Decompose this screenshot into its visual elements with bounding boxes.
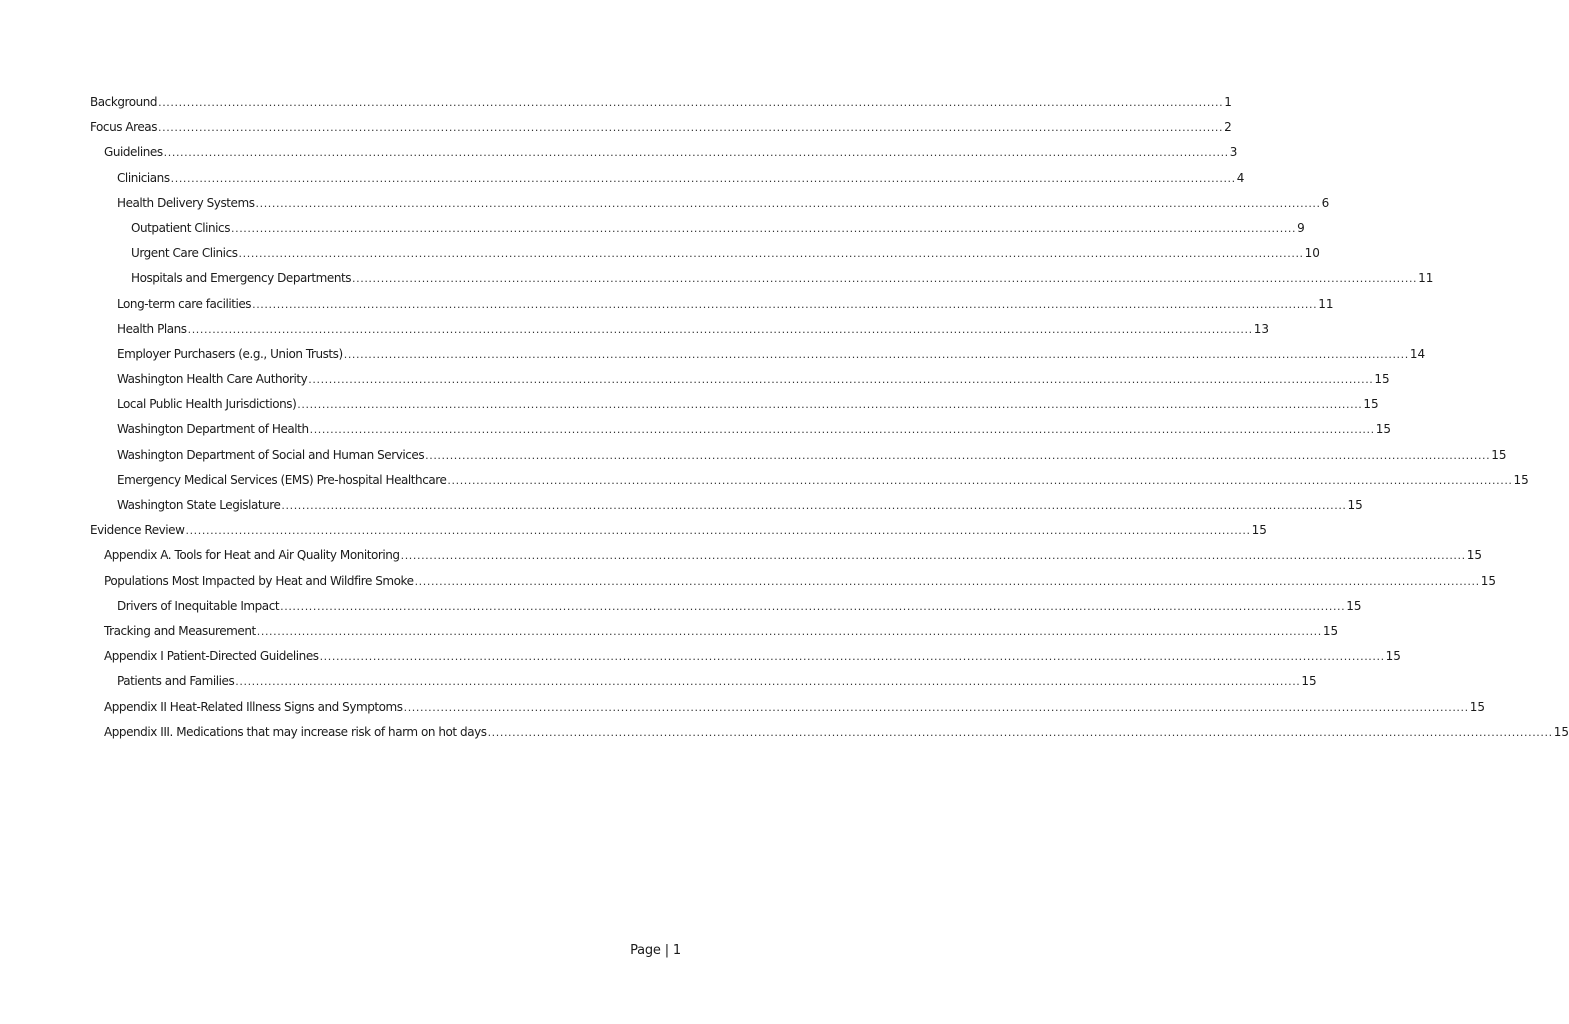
toc-entry[interactable] <box>90 168 1245 193</box>
toc-entry-title[interactable]: Emergency Medical Services (EMS) Pre-hospital Healthcare <box>117 472 447 487</box>
toc-entry-title[interactable]: Patients and Families <box>117 674 235 689</box>
toc-dot-leader: .................................................................................................................................................................................................................................................................... <box>400 549 1466 563</box>
page-footer <box>630 941 681 961</box>
toc-entry-title[interactable]: Outpatient Clinics <box>131 220 231 235</box>
toc-entry[interactable] <box>90 445 1507 470</box>
toc-dot-leader: .................................................................................................................................................................................................................................................................... <box>403 700 1469 714</box>
toc-entry-page-number: 15 <box>1322 623 1339 638</box>
toc-entry-title[interactable]: Focus Areas <box>90 120 158 135</box>
toc-dot-leader: .................................................................................................................................................................................................................................................................... <box>297 398 1363 412</box>
toc-dot-leader: .................................................................................................................................................................................................................................................................... <box>158 121 1224 135</box>
toc-entry-page-number: 11 <box>1318 296 1334 311</box>
toc-entry-title[interactable]: Hospitals and Emergency Departments <box>131 271 352 286</box>
toc-dot-leader: .................................................................................................................................................................................................................................................................... <box>343 347 1409 361</box>
toc-entry-page-number: 15 <box>1301 674 1317 689</box>
toc-entry[interactable] <box>90 621 1339 646</box>
toc-entry[interactable] <box>90 142 1238 167</box>
toc-entry[interactable] <box>90 419 1391 444</box>
toc-entry[interactable] <box>90 520 1267 545</box>
toc-entry-title[interactable]: Appendix A. Tools for Heat and Air Quality Monitoring <box>104 548 400 563</box>
toc-entry[interactable] <box>90 545 1482 570</box>
toc-entry-title[interactable]: Washington State Legislature <box>117 498 281 512</box>
toc-entry-page-number: 15 <box>1480 573 1496 588</box>
toc-dot-leader: .................................................................................................................................................................................................................................................................... <box>309 423 1375 437</box>
toc-dot-leader: .................................................................................................................................................................................................................................................................... <box>255 196 1321 210</box>
toc-entry[interactable] <box>90 495 1363 520</box>
toc-entry-page-number: 1 <box>1224 95 1232 109</box>
toc-dot-leader: .................................................................................................................................................................................................................................................................... <box>163 146 1229 160</box>
toc-entry-page-number: 15 <box>1491 447 1507 462</box>
toc-entry[interactable] <box>90 193 1330 218</box>
toc-entry-title[interactable]: Long-term care facilities <box>117 296 252 311</box>
toc-entry-page-number: 15 <box>1347 498 1363 512</box>
toc-entry-title[interactable]: Background <box>90 95 158 109</box>
toc-dot-leader: .................................................................................................................................................................................................................................................................... <box>256 624 1322 638</box>
toc-entry[interactable] <box>90 218 1305 243</box>
toc-entry-page-number: 4 <box>1236 170 1245 185</box>
toc-entry-title[interactable]: Urgent Care Clinics <box>131 246 238 261</box>
toc-entry-page-number: 15 <box>1385 649 1401 664</box>
toc-entry-title[interactable]: Tracking and Measurement <box>104 623 256 638</box>
toc-entry-page-number: 13 <box>1253 321 1269 336</box>
toc-entry-page-number: 9 <box>1297 220 1305 235</box>
toc-entry[interactable] <box>90 646 1401 671</box>
toc-entry-page-number: 15 <box>1466 548 1482 563</box>
footer-page-number: 1 <box>672 943 681 958</box>
toc-entry[interactable] <box>90 571 1496 596</box>
toc-entry[interactable] <box>90 243 1320 268</box>
toc-entry[interactable] <box>90 722 1569 747</box>
toc-entry-page-number: 10 <box>1304 246 1320 261</box>
toc-entry-page-number: 15 <box>1251 523 1267 538</box>
toc-entry-title[interactable]: Health Plans <box>117 321 187 336</box>
toc-dot-leader: .................................................................................................................................................................................................................................................................... <box>414 574 1480 588</box>
toc-dot-leader: .................................................................................................................................................................................................................................................................... <box>308 373 1374 387</box>
toc-entry-page-number: 15 <box>1469 699 1485 714</box>
toc-entry-title[interactable]: Appendix II Heat-Related Illness Signs and Symptoms <box>104 699 403 714</box>
toc-entry-page-number: 15 <box>1374 372 1390 387</box>
toc-entry-title[interactable]: Local Public Health Jurisdictions) <box>117 397 297 412</box>
toc-dot-leader: .................................................................................................................................................................................................................................................................... <box>231 221 1297 235</box>
toc-entry-title[interactable]: Washington Department of Health <box>117 422 309 437</box>
table-of-contents <box>90 92 1569 747</box>
toc-entry-title[interactable]: Guidelines <box>104 145 163 160</box>
toc-entry-page-number: 2 <box>1224 120 1232 135</box>
toc-entry[interactable] <box>90 319 1269 344</box>
toc-entry-title[interactable]: Populations Most Impacted by Heat and Wildfire Smoke <box>104 573 414 588</box>
toc-entry-page-number: 6 <box>1321 195 1330 210</box>
toc-entry-title[interactable]: Employer Purchasers (e.g., Union Trusts) <box>117 346 343 361</box>
toc-entry-page-number: 3 <box>1229 145 1238 160</box>
toc-entry[interactable] <box>90 470 1529 495</box>
toc-dot-leader: .................................................................................................................................................................................................................................................................... <box>487 725 1553 739</box>
toc-entry-title[interactable]: Evidence Review <box>90 523 185 538</box>
toc-dot-leader: .................................................................................................................................................................................................................................................................... <box>319 650 1385 664</box>
toc-entry[interactable] <box>90 344 1426 369</box>
toc-entry[interactable] <box>90 671 1317 696</box>
footer-page-label: Page <box>630 943 661 958</box>
toc-dot-leader: .................................................................................................................................................................................................................................................................... <box>252 297 1318 311</box>
toc-entry-title[interactable]: Appendix III. Medications that may increase risk of harm on hot days <box>104 724 487 739</box>
toc-entry-title[interactable]: Health Delivery Systems <box>117 195 255 210</box>
toc-dot-leader: .................................................................................................................................................................................................................................................................... <box>238 247 1304 261</box>
toc-entry-page-number: 11 <box>1418 271 1434 286</box>
toc-entry-title[interactable]: Washington Health Care Authority <box>117 372 308 387</box>
toc-dot-leader: .................................................................................................................................................................................................................................................................... <box>281 499 1347 512</box>
toc-entry-title[interactable]: Drivers of Inequitable Impact <box>117 598 280 613</box>
toc-dot-leader: .................................................................................................................................................................................................................................................................... <box>425 448 1491 462</box>
toc-dot-leader: .................................................................................................................................................................................................................................................................... <box>158 96 1224 109</box>
toc-entry[interactable] <box>90 294 1334 319</box>
toc-dot-leader: .................................................................................................................................................................................................................................................................... <box>447 473 1513 487</box>
toc-entry[interactable] <box>90 697 1485 722</box>
toc-entry-page-number: 15 <box>1375 422 1391 437</box>
toc-entry-page-number: 15 <box>1363 397 1379 412</box>
toc-entry[interactable] <box>90 596 1362 621</box>
toc-entry[interactable] <box>90 369 1390 394</box>
toc-entry[interactable] <box>90 92 1232 117</box>
toc-entry-page-number: 15 <box>1513 472 1529 487</box>
toc-dot-leader: .................................................................................................................................................................................................................................................................... <box>170 171 1236 185</box>
toc-dot-leader: .................................................................................................................................................................................................................................................................... <box>280 599 1346 613</box>
footer-separator: | <box>664 943 669 958</box>
toc-entry-title[interactable]: Clinicians <box>117 170 170 185</box>
toc-entry-title[interactable]: Appendix I Patient-Directed Guidelines <box>104 649 319 664</box>
toc-dot-leader: .................................................................................................................................................................................................................................................................... <box>187 322 1253 336</box>
toc-dot-leader: .................................................................................................................................................................................................................................................................... <box>235 675 1301 689</box>
toc-entry-title[interactable]: Washington Department of Social and Human Services <box>117 447 425 462</box>
toc-entry[interactable] <box>90 117 1232 142</box>
toc-entry-page-number: 15 <box>1553 724 1569 739</box>
toc-dot-leader: .................................................................................................................................................................................................................................................................... <box>352 272 1418 286</box>
toc-entry[interactable] <box>90 394 1379 419</box>
toc-entry-page-number: 14 <box>1409 346 1426 361</box>
toc-entry-page-number: 15 <box>1346 598 1362 613</box>
toc-dot-leader: .................................................................................................................................................................................................................................................................... <box>185 524 1251 538</box>
toc-entry[interactable] <box>90 268 1434 293</box>
